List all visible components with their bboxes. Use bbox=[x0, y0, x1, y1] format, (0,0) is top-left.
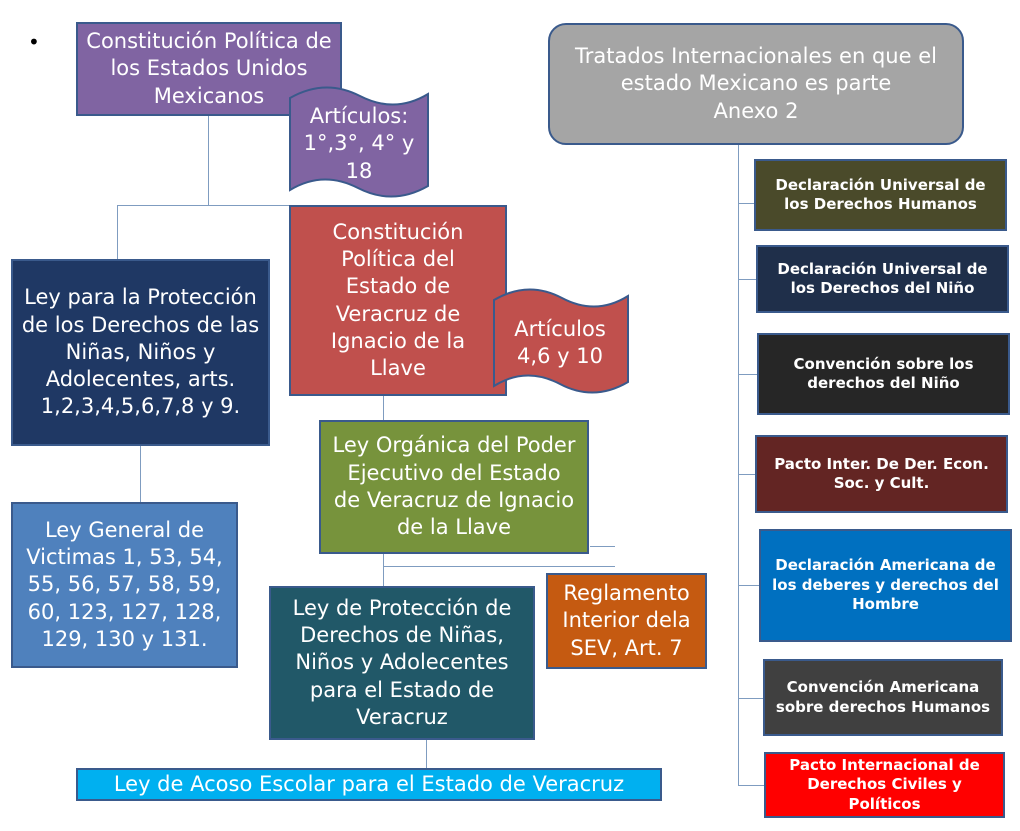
tratado-item bbox=[763, 659, 1003, 736]
articulos-federal-text: Artículos: 1°,3°, 4° y 18 bbox=[303, 104, 415, 183]
ley-acoso-text: Ley de Acoso Escolar para el Estado de Veracruz bbox=[113, 771, 625, 796]
tratado-item bbox=[764, 752, 1005, 818]
tratado-label: Convención sobre los derechos del Niño bbox=[793, 354, 974, 392]
bullet-point: • bbox=[28, 30, 40, 54]
tratado-item bbox=[756, 245, 1009, 313]
connector-tratado-4 bbox=[738, 474, 755, 475]
tratado-label: Declaración Americana de los deberes y derechos del Hombre bbox=[772, 556, 999, 614]
constitucion-estatal-text: Constitución Política del Estado de Veracruz de Ignacio de la Llave bbox=[330, 219, 466, 381]
connector-organica-horizontal-2 bbox=[590, 546, 615, 547]
connector-estatal-organica bbox=[383, 396, 384, 420]
ley-organica-text: Ley Orgánica del Poder Ejecutivo del Estado de Veracruz de Ignacio de la Llave bbox=[332, 433, 576, 540]
connector-tratado-1 bbox=[738, 203, 754, 204]
connector-organica-horizontal bbox=[383, 566, 615, 567]
connector-tratado-5 bbox=[738, 585, 759, 586]
ley-proteccion-estatal-box bbox=[269, 586, 535, 740]
constitucion-estatal-box bbox=[289, 205, 507, 396]
reglamento-box bbox=[546, 573, 707, 669]
connector-federal-down bbox=[208, 116, 209, 206]
connector-to-proteccion bbox=[117, 205, 118, 259]
tratado-item bbox=[757, 333, 1010, 415]
ley-victimas-box bbox=[11, 502, 238, 668]
connector-proteccion-victimas bbox=[140, 446, 141, 502]
ley-proteccion-general-box bbox=[11, 259, 270, 446]
tratado-label: Declaración Universal de los Derechos Humanos bbox=[775, 175, 986, 213]
connector-organica-down bbox=[383, 554, 384, 586]
tratado-item bbox=[754, 159, 1007, 231]
tratado-label: Convención Americana sobre derechos Humanos bbox=[775, 678, 991, 716]
tratado-label: Declaración Universal de los Derechos del Niño bbox=[777, 259, 988, 297]
tratado-item bbox=[759, 529, 1012, 642]
ley-proteccion-estatal-text: Ley de Protección de Derechos de Niñas, Niños y Adolecentes para el Estado de Veracruz bbox=[292, 595, 512, 729]
tratados-title: Tratados Internacionales en que el estado Mexicano es parte bbox=[575, 44, 937, 96]
connector-tratado-2 bbox=[738, 279, 756, 280]
connector-tratado-3 bbox=[738, 374, 757, 375]
tratado-label: Pacto Inter. De Der. Econ. Soc. y Cult. bbox=[774, 454, 989, 492]
connector-proteccion-acoso bbox=[426, 740, 427, 768]
ley-acoso-box bbox=[76, 768, 662, 801]
connector-tratado-7 bbox=[738, 785, 764, 786]
reglamento-text: Reglamento Interior dela SEV, Art. 7 bbox=[562, 581, 691, 660]
ley-proteccion-general-text: Ley para la Protección de los Derechos de las Niñas, Niños y Adolecentes, arts. 1,2,3,4,5,6,7,8 y 9. bbox=[21, 285, 260, 419]
tratado-label: Pacto Internacional de Derechos Civiles y Políticos bbox=[789, 755, 980, 813]
articulos-estatal-text: Artículos 4,6 y 10 bbox=[514, 316, 606, 368]
tratado-item bbox=[755, 435, 1008, 513]
tratados-annex: Anexo 2 bbox=[713, 98, 799, 123]
connector-tratado-6 bbox=[738, 698, 763, 699]
tratados-box bbox=[548, 23, 964, 145]
ley-victimas-text: Ley General de Victimas 1, 53, 54, 55, 56, 57, 58, 59, 60, 123, 127, 128, 129, 130 y 131. bbox=[26, 517, 223, 651]
constitucion-federal-text: Constitución Política de los Estados Unidos Mexicanos bbox=[86, 29, 332, 108]
ley-organica-box bbox=[319, 420, 589, 554]
connector-tratados-spine bbox=[738, 145, 739, 785]
